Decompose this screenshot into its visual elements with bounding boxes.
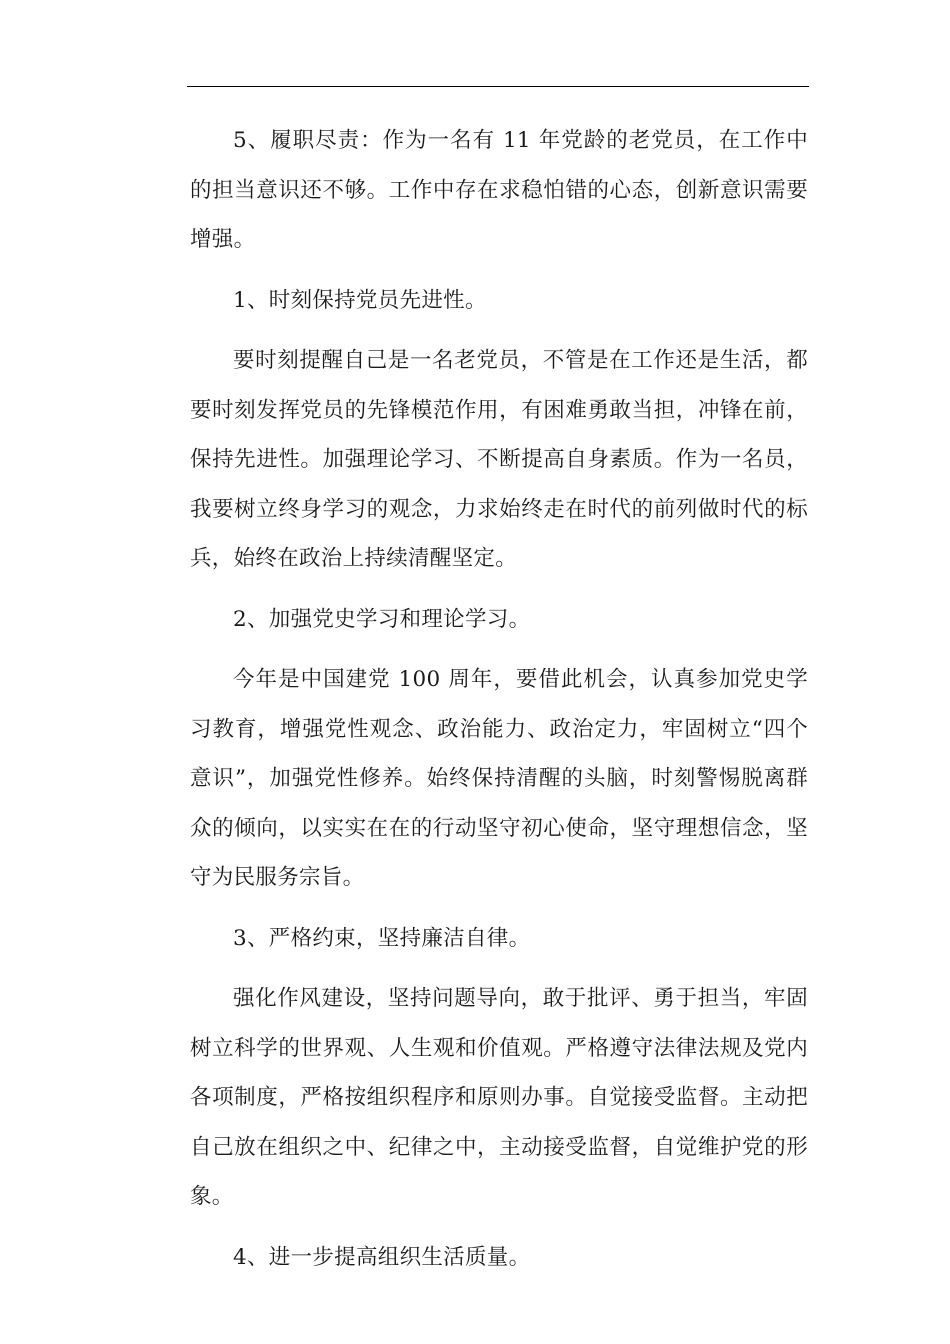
paragraph-self-discipline: 强化作风建设，坚持问题导向，敢于批评、勇于担当，牢固树立科学的世界观、人生观和价值观。严格遵守法律法规及党内各项制度，严格按组织程序和原则办事。自觉接受监督。主动把自己放在组织之中、纪律之中，主动接受监督，自觉维护党的形象。: [190, 986, 808, 1209]
heading-party-history-study: 2、加强党史学习和理论学习。: [233, 606, 531, 632]
heading-self-discipline: 3、严格约束，坚持廉洁自律。: [233, 925, 531, 951]
heading-keep-advanced: 1、时刻保持党员先进性。: [233, 287, 487, 313]
heading-organization-life: 4、进一步提高组织生活质量。: [233, 1244, 531, 1270]
paragraph-party-history-study: 今年是中国建党 100 周年，要借此机会，认真参加党史学习教育，增强党性观念、政治能力、政治定力，牢固树立“四个意识”，加强党性修养。始终保持清醒的头脑，时刻警惕脱离群众的倾向，以实实在在的行动坚守初心使命，坚守理想信念，坚守为民服务宗旨。: [190, 667, 808, 890]
header-rule: [187, 86, 809, 87]
paragraph-performance-duty: 5、履职尽责：作为一名有 11 年党龄的老党员，在工作中的担当意识还不够。工作中存在求稳怕错的心态，创新意识需要增强。: [190, 128, 808, 252]
paragraph-keep-advanced: 要时刻提醒自己是一名老党员，不管是在工作还是生活，都要时刻发挥党员的先锋模范作用，有困难勇敢当担，冲锋在前，保持先进性。加强理论学习、不断提高自身素质。作为一名员，我要树立终身学习的观念，力求始终走在时代的前列做时代的标兵，始终在政治上持续清醒坚定。: [190, 348, 808, 571]
document-body: [190, 116, 808, 1293]
